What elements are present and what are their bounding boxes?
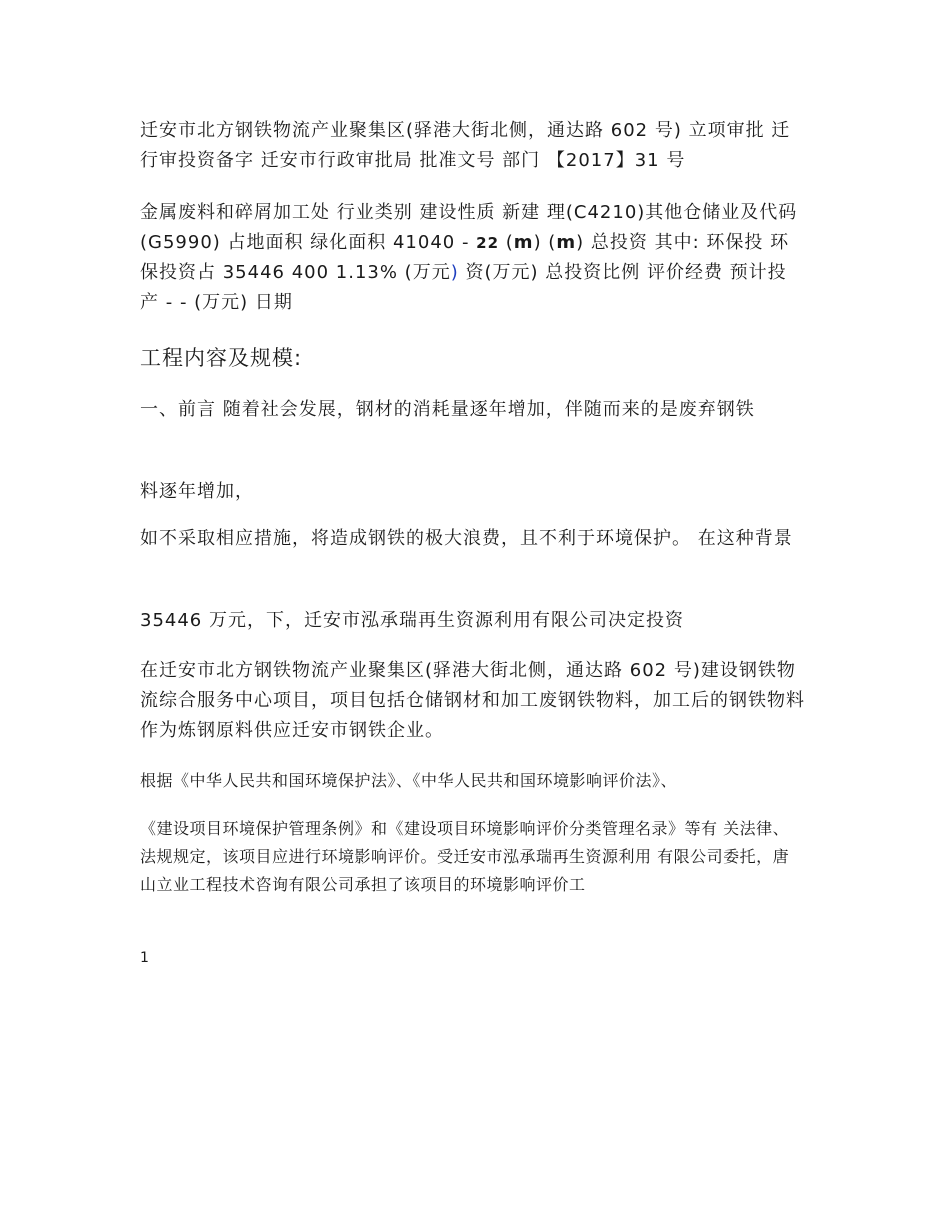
- project-info-text-g: ) 总投资 其中: 环保投 环保投资占 35446 400 1.13% (万元: [140, 232, 790, 283]
- regulation-paragraph: 《建设项目环境保护管理条例》和《建设项目环境影响评价分类管理名录》等有 关法律、法规规定，该项目应进行环境影响评价。受迁安市泓承瑞再生资源利用 有限公司委托，唐山立业工程技术咨询有限公司承担了该项目的环境影响评价工: [140, 819, 790, 894]
- unit-m-1: m: [513, 232, 534, 253]
- project-info-text-i: 资(万元) 总投资比例 评价经费 预计投产 - - (万元) 日期: [140, 262, 787, 313]
- project-info-text-e: ) (: [533, 232, 557, 253]
- project-info-paragraph: [140, 198, 805, 318]
- unit-m-2: m: [556, 232, 577, 253]
- section-heading: 工程内容及规模:: [140, 346, 303, 370]
- unit-number: 22: [476, 234, 500, 252]
- preface-paragraph: 一、前言 随着社会发展，钢材的消耗量逐年增加，伴随而来的是废弃钢铁: [140, 399, 755, 420]
- investment-paragraph: 35446 万元，下，迁安市泓承瑞再生资源利用有限公司决定投资: [140, 610, 684, 631]
- page-number: 1: [140, 950, 149, 966]
- background-paragraph: 如不采取相应措施，将造成钢铁的极大浪费，且不利于环境保护。 在这种背景: [140, 528, 793, 549]
- steel-increase-paragraph: 料逐年增加，: [140, 481, 254, 502]
- project-location-paragraph: 在迁安市北方钢铁物流产业聚集区(驿港大街北侧，通达路 602 号)建设钢铁物 流综合服务中心项目，项目包括仓储钢材和加工废钢铁物料，加工后的钢铁物料 作为炼钢原料供应迁安市钢铁企业。: [140, 660, 805, 741]
- project-info-text-c: (: [499, 232, 514, 253]
- project-approval-paragraph: 迁安市北方钢铁物流产业聚集区(驿港大街北侧，通达路 602 号) 立项审批 迁行审投资备字 迁安市行政审批局 批准文号 部门 【2017】31 号: [140, 120, 791, 171]
- law-reference-paragraph: 根据《中华人民共和国环境保护法》、《中华人民共和国环境影响评价法》、: [140, 771, 678, 790]
- blue-paren: ): [450, 262, 459, 283]
- project-info-text-a: 金属废料和碎屑加工处 行业类别 建设性质 新建 理(C4210)其他仓储业及代码 (G5990) 占地面积 绿化面积 41040 -: [140, 202, 798, 253]
